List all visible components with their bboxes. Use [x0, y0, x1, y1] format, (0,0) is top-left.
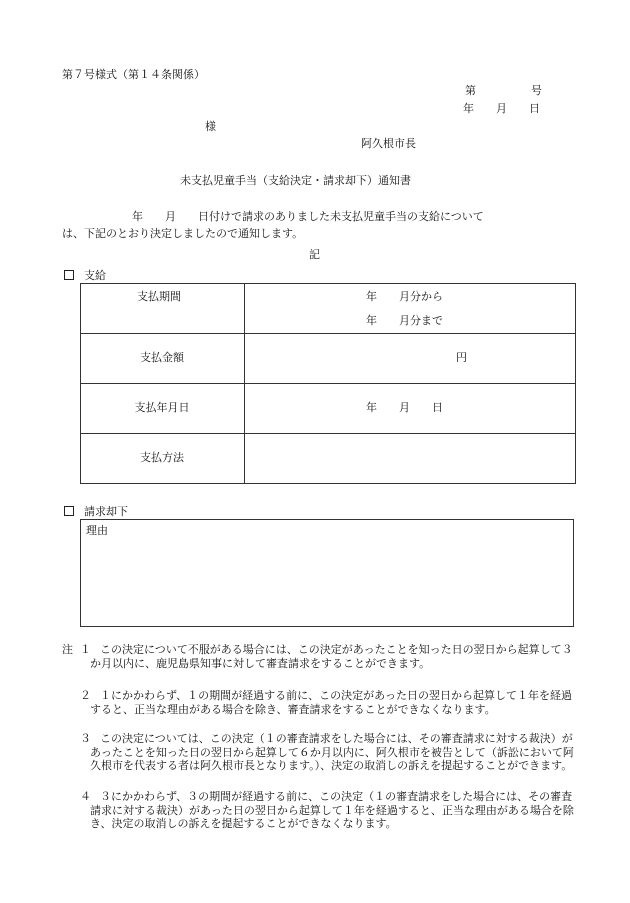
note-text: この決定について不服がある場合には、この決定があったことを知った日の翌日から起算して３か月以内に、鹿児島県知事に対して審査請求をすることができます。 — [90, 643, 573, 670]
note-text: この決定については、この決定（１の審査請求をした場合には、その審査請求に対する裁決）があったことを知った日の翌日から起算して６か月以内に、阿久根市を被告として（訴訟において阿久根市を代表する者は阿久根市長となります。）、決定の取消しの訴えを提起することができます。 — [90, 732, 574, 772]
payment-method-label: 支払方法 — [140, 451, 184, 465]
payment-checkbox-label: 支給 — [84, 269, 106, 282]
note-number: ４ — [80, 790, 91, 803]
payment-checkbox[interactable] — [64, 270, 74, 280]
intro-line-1: 年 月 日付けで請求のありました未支払児童手当の支給について — [132, 210, 484, 223]
addressee: 様 — [205, 120, 216, 133]
note-text: １にかかわらず、１の期間が経過する前に、この決定があった日の翌日から起算して１年を経過すると、正当な理由がある場合を除き、審査請求をすることができなくなります。 — [90, 689, 573, 716]
note-item-3 — [80, 732, 574, 773]
issuer: 阿久根市長 — [361, 137, 416, 150]
issue-date: 年 月 日 — [463, 102, 540, 115]
payment-period-to: 年 月分まで — [366, 314, 443, 327]
form-label: 第７号様式（第１４条関係） — [62, 68, 205, 81]
note-text: ３にかかわらず、３の期間が経過する前に、この決定（１の審査請求をした場合には、その審査請求に対する裁決）があった日の翌日から起算して１年を経過すると、正当な理由がある場合を除き、決定の取消しの訴えを提起することができなくなります。 — [90, 790, 574, 830]
ki-marker: 記 — [309, 248, 320, 261]
note-item-1 — [80, 643, 574, 670]
payment-date-label: 支払年月日 — [134, 400, 190, 414]
document-number: 第 号 — [465, 84, 542, 97]
note-item-4 — [80, 790, 574, 831]
document-title: 未支払児童手当（支給決定・請求却下）通知書 — [180, 174, 411, 187]
rejection-checkbox[interactable] — [64, 506, 74, 516]
note-number: ３ — [80, 732, 91, 745]
rejection-checkbox-row[interactable] — [64, 505, 128, 519]
payment-checkbox-row[interactable] — [64, 269, 106, 283]
rejection-checkbox-label: 請求却下 — [84, 505, 128, 518]
note-number: １ — [80, 643, 91, 656]
payment-amount-value: 円 — [456, 351, 467, 364]
intro-line-2: は、下記のとおり決定しましたので通知します。 — [62, 227, 304, 240]
reason-box[interactable] — [80, 519, 574, 627]
payment-period-from: 年 月分から — [366, 290, 443, 303]
notes-prefix: 注 — [62, 643, 73, 656]
payment-period-label: 支払期間 — [137, 290, 181, 303]
reason-label: 理由 — [86, 524, 108, 537]
note-number: ２ — [80, 689, 91, 702]
payment-date-value: 年 月 日 — [366, 401, 443, 414]
note-item-2 — [80, 689, 574, 716]
payment-amount-label: 支払金額 — [140, 350, 184, 364]
